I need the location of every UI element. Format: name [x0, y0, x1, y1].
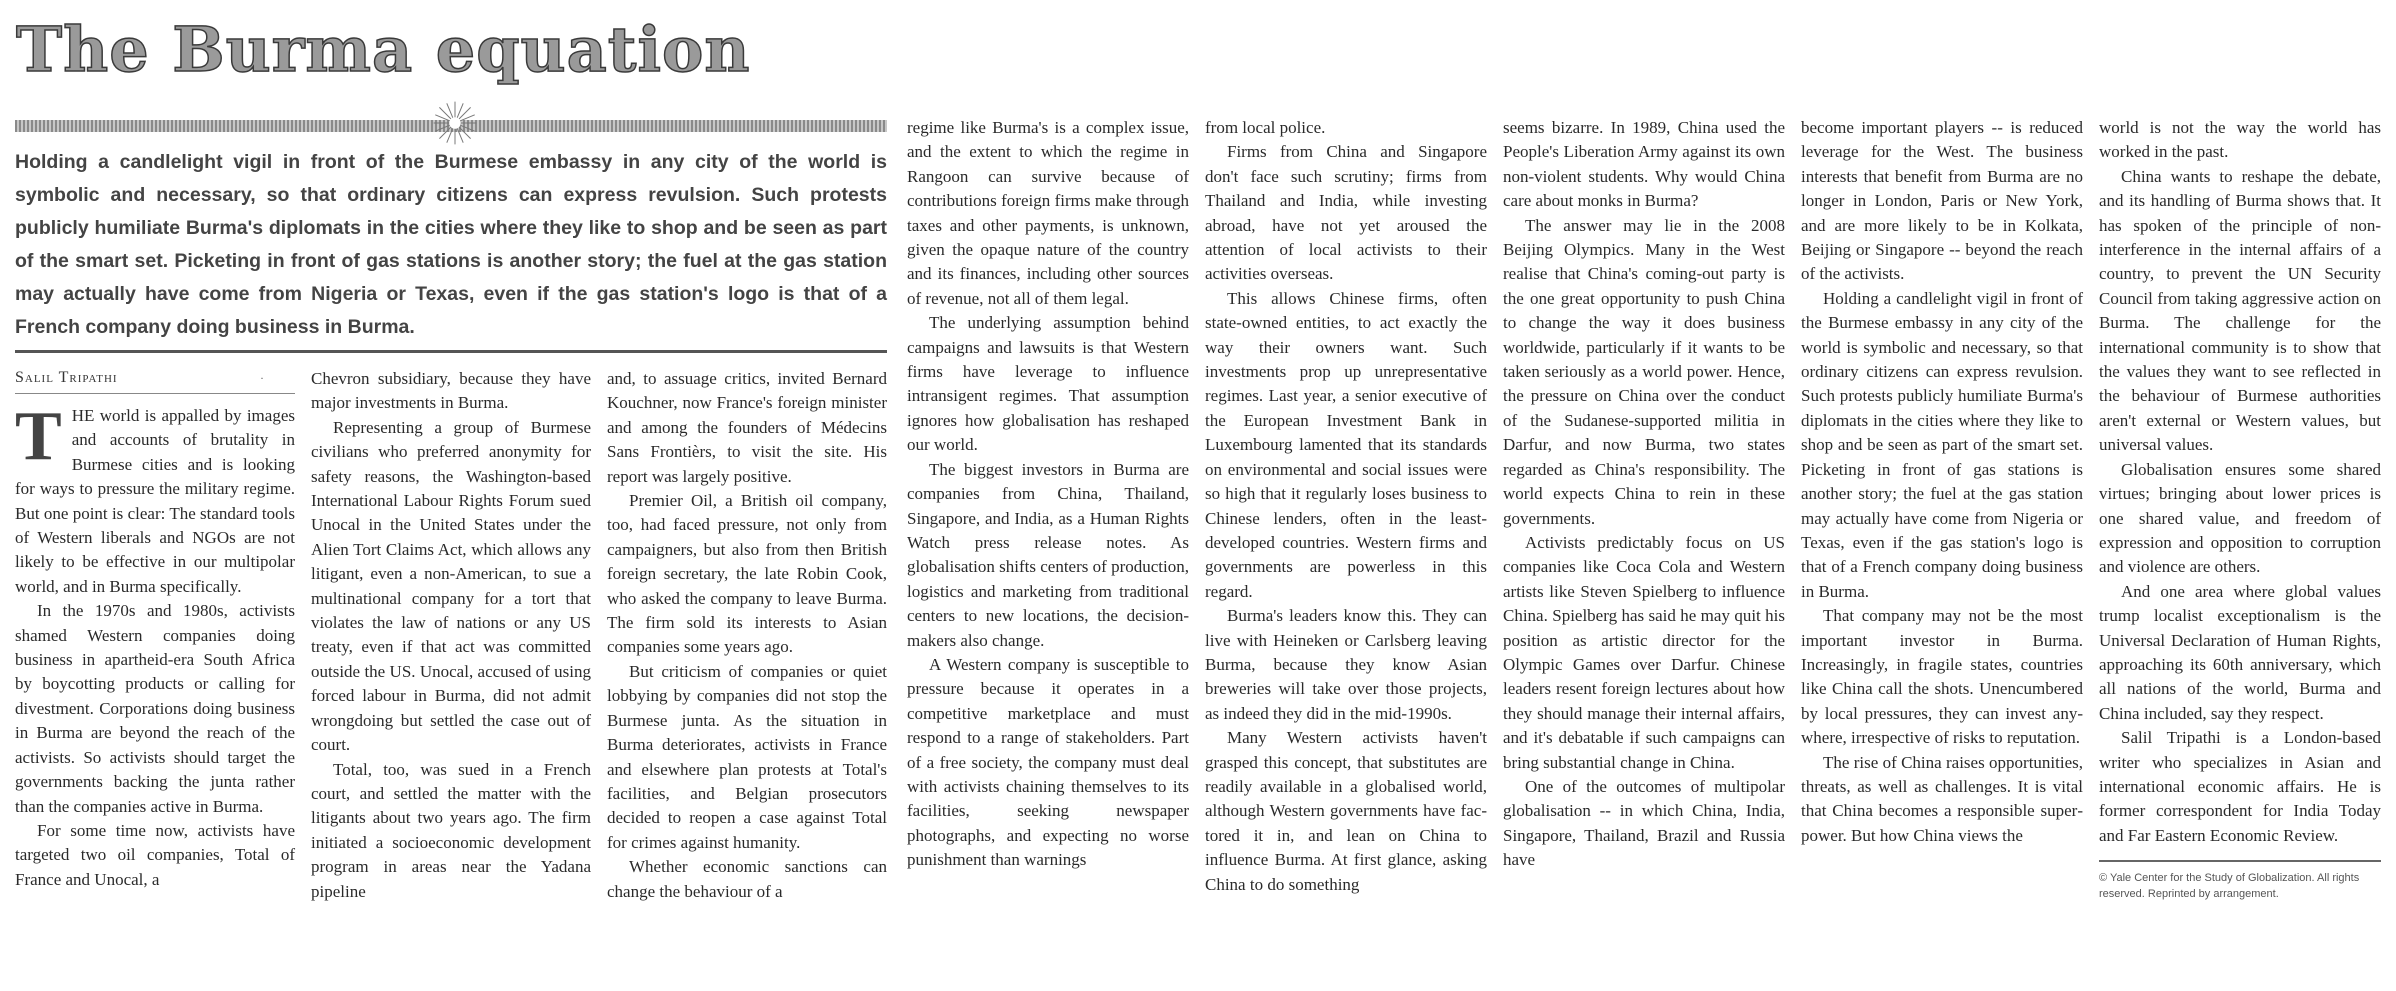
paragraph-text: In the 1970s and 1980s, activists shamed Western companies doing business in apartheid-era South Africa by boycotting products or calling for divestment. Corporations doing business in Burma are beyond the reach of the activists. So activists should target the governments backing the junta rather than the companies active in Burma. [15, 601, 295, 816]
paragraph-text: China wants to reshape the debate, and its handling of Burma shows that. It has spoken of the principle of non-interference in the internal affairs of a country, to prevent the UN Security Council from taking aggressive action on Burma. The challenge for the international community is to show that the values they want to see reflected in the behaviour of Burmese authorities aren't external or Western values, but universal values. [2099, 166, 2381, 455]
byline: Salil Tripathi [15, 369, 118, 386]
paragraph-text: regime like Burma's is a complex issue, and the extent to which the regime in Rangoon can survive because of contributions foreign firms make through taxes and other payments, is unknown, given the opaque nature of the country and its finances, including other sources of revenue, not all of them legal. [907, 118, 1189, 308]
paragraph-text: One of the outcomes of multipolar globalisation -- in which China, India, Singapore, Thailand, Brazil and Russia have [1503, 776, 1785, 870]
paragraph-text: This allows Chinese firms, often state-owned entities, to act exactly the way their owners want. Such investments prop up unrepresentative regimes. Last year, a senior executive of the European Investment Bank in Luxembourg lamented that its standards on environmental and social issues were so high that it regularly loses business to Chinese lenders, often in the least-developed countries. Western firms and governments are powerless in this regard. [1205, 288, 1487, 601]
paragraph-text: Representing a group of Burmese civilians who preferred anonymity for safety reasons, the Washington-based International Labour Rights Forum sued Unocal in the United States under the Alien Tort Claims Act, which allows any litigant, even a non-American, to sue a multinational company for a tort that violates the law of nations or any US treaty, even if that act was committed outside the US. Unocal, accused of using forced labour in Burma, did not admit wrongdoing but settled the case out of court. [311, 417, 591, 755]
paragraph [15, 398, 295, 599]
paragraph-text: The answer may lie in the 2008 Beijing Olympics. Many in the West realise that China's coming-out party is the one great opportunity to push China to change the way it does business worldwide, particularly if it wants to be taken seriously as a world power. Hence, the pressure on China over the conduct of the Sudanese-supported militia in Darfur, and now Burma, two states regarded as China's responsibility. The world expects China to rein in these governments. [1503, 215, 1785, 528]
article-column-6 [1503, 116, 1785, 873]
paragraph [1503, 214, 1785, 531]
paragraph [1503, 116, 1785, 214]
paragraph-text: and, to assuage critics, invited Bernard Kouchner, now France's foreign minister and among the founders of Médecins Sans Frontièrs, to visit the site. His report was largely positive. [607, 369, 887, 486]
paragraph [2099, 116, 2381, 165]
paragraph [2099, 458, 2381, 580]
paragraph-text: seems bizarre. In 1989, China used the People's Liberation Army against its own non-violent students. Why would China care about monks in Burma? [1503, 118, 1785, 211]
drop-cap: T [15, 398, 62, 475]
paragraph-text: world is not the way the world has worked in the past. [2099, 118, 2381, 162]
paragraph [1801, 116, 2083, 287]
paragraph-text: But criticism of companies or quiet lobbying by companies did not stop the Burmese junta. As the situation in Burma deteriorates, activists in France and elsewhere plan protests at Total's facilities, and Belgian prosecutors decided to reopen a case against Total for crimes against humanity. [607, 661, 887, 852]
paragraph [311, 367, 591, 416]
paragraph [1205, 726, 1487, 897]
paragraph [15, 819, 295, 892]
paragraph [1205, 287, 1487, 604]
paragraph [2099, 165, 2381, 458]
article-column-5 [1205, 116, 1487, 897]
paragraph-text: from local police. [1205, 118, 1326, 137]
paragraph-text: And one area where global values trump localist exceptionalism is the Universal Declaration of Human Rights, approaching its 60th anniversary, which all nations of the world, Burma and China included, say they respect. [2099, 581, 2381, 723]
paragraph-text: The biggest investors in Burma are companies from China, Thailand, Singapore, and India, as a Human Rights Watch press release notes. As globalisation shifts centers of production, logistics and marketing from traditional centers to new locations, the decision-makers also change. [907, 459, 1189, 650]
paragraph-text: Holding a candlelight vigil in front of the Burmese embassy in any city of the world is symbolic and necessary, so that ordinary citizens can express revulsion. Such protests publicly humiliate Burma's diplomats in the cities where they like to shop and be seen as part of the smart set. Picketing in front of gas stations is another story; the fuel at the gas station may actually have come from Nigeria or Texas, even if the gas station's logo is that of a French company doing business in Burma. [1801, 288, 2083, 601]
paragraph [607, 660, 887, 855]
paragraph-text: Chevron subsidiary, because they have major investments in Burma. [311, 369, 591, 413]
paragraph [311, 416, 591, 758]
paragraph-text: Whether economic sanctions can change the behaviour of a [607, 857, 887, 901]
credit-divider [2099, 860, 2381, 862]
paragraph-text: Premier Oil, a British oil company, too, had faced pressure, not only from campaigners, but also from then British foreign secretary, the late Robin Cook, who asked the company to leave Burma. The firm sold its interests to Asian companies some years ago. [607, 491, 887, 657]
paragraph [1801, 751, 2083, 849]
starburst-icon [432, 100, 478, 146]
paragraph-text: Globalisation ensures some shared virtues; bringing about lower prices is one shared value, and freedom of expression and opposition to corruption and violence are others. [2099, 459, 2381, 577]
paragraph-text: The rise of China raises opportunities, threats, as well as challenges. It is vital that China becomes a responsible superpower. But how China views the [1801, 752, 2083, 845]
article-body-left [15, 367, 887, 904]
paragraph [1503, 775, 1785, 873]
paragraph [1205, 116, 1487, 140]
article-title: The Burma equation [16, 13, 751, 86]
paragraph [907, 458, 1189, 653]
paragraph [907, 653, 1189, 873]
paragraph-text: Salil Tripathi is a London-based writer who specializes in Asian and international economic affairs. He is former correspondent for India Today and Far Eastern Economic Review. [2099, 728, 2381, 845]
paragraph [607, 855, 887, 904]
paragraph [1801, 604, 2083, 750]
article-column-1 [15, 367, 295, 904]
article-column-2 [311, 367, 591, 904]
paragraph [1503, 531, 1785, 775]
paragraph [1801, 287, 2083, 604]
paragraph [607, 367, 887, 489]
article-lede: Holding a candlelight vigil in front of the Burmese embassy in any city of the world is symbolic and necessary, so that ordinary citizens can express revulsion. Such protests publicly humiliate Burma's diplomats in the cities where they like to shop and be seen as part of the smart set. Picketing in front of gas stations is another story; the fuel at the gas station may actually have come from Nigeria or Texas, even if the gas station's logo is that of a French company doing business in Burma. [15, 151, 887, 338]
lede-divider [15, 350, 887, 353]
paragraph-text: HE world is appalled by images and accounts of brutality in Burmese cities and is looking for ways to pressure the military regime. But one point is clear: The standard tools of Western liberals and NGOs are not likely to be effective in our multipolar world, and in Burma specifically. [15, 406, 295, 596]
article-column-8 [2099, 116, 2381, 902]
byline-block [15, 367, 295, 389]
paragraph [607, 489, 887, 660]
paragraph [15, 599, 295, 819]
article-column-4 [907, 116, 1189, 873]
paragraph [907, 116, 1189, 311]
byline-divider [15, 393, 295, 394]
paragraph-text: become important players -- is reduced leverage for the West. The business interests that benefit from Burma are no longer in London, Paris or New York, and are more likely to be in Kolkata, Beijing or Singapore -- beyond the reach of the activists. [1801, 118, 2083, 284]
paragraph-text: Many Western activists haven't grasped this concept, that substitutes are readily available in a globalised world, although Western governments have factored it in, and lean on China to influence Burma. At first glance, asking China to do something [1205, 728, 1487, 894]
article-column-7 [1801, 116, 2083, 848]
paragraph-text: For some time now, activists have targeted two oil companies, Total of France and Unocal, a [15, 820, 295, 889]
paragraph-text: Firms from China and Singapore don't face such scrutiny; firms from Thailand and India, while investing abroad, have not yet aroused the attention of local activists to their activities overseas. [1205, 142, 1487, 284]
paragraph-text: The underlying assumption behind campaigns and lawsuits is that Western firms have leverage to influence intransigent regimes. That assumption ignores how globalisation has reshaped our world. [907, 313, 1189, 455]
copyright-credit: © Yale Center for the Study of Globalization. All rights reserved. Reprinted by arrangement. [2099, 872, 2360, 901]
article-lead-block [15, 146, 887, 904]
article-column-3 [607, 367, 887, 904]
paragraph [311, 758, 591, 904]
paragraph [1205, 604, 1487, 726]
paragraph-text: A Western company is susceptible to pressure because it operates in a competitive marketplace and must respond to a range of stakeholders. Part of a free society, the company must deal with activists chaining themselves to its facilities, seeking newspaper photographs, and expecting no worse punishment than warnings [907, 654, 1189, 870]
paragraph-text: That company may not be the most important investor in Burma. Increasingly, in fragile states, countries like China call the shots. Unencumbered by local pressures, they can invest anywhere, irrespective of risks to reputation. [1801, 606, 2083, 748]
paragraph-text: Activists predictably focus on US companies like Coca Cola and Western artists like Steven Spielberg to influence China. Spielberg has said he may quit his position as artistic director for the Olympic Games over Darfur. Chinese leaders resent foreign lectures about how they should manage their internal affairs, and it's debatable if such campaigns can bring substantial change in China. [1503, 532, 1785, 772]
paragraph [1205, 140, 1487, 286]
paragraph [2099, 726, 2381, 848]
byline-ornament: · [260, 371, 265, 385]
paragraph [2099, 580, 2381, 726]
paragraph [907, 311, 1189, 457]
paragraph-text: Total, too, was sued in a French court, and settled the matter with the litigants about two years ago. The firm initiated a socioeconomic development program in areas near the Yadana pipeline [311, 759, 591, 901]
paragraph-text: Burma's leaders know this. They can live with Heineken or Carlsberg leaving Burma, because they know Asian breweries will take over those projects, as indeed they did in the mid-1990s. [1205, 606, 1487, 723]
